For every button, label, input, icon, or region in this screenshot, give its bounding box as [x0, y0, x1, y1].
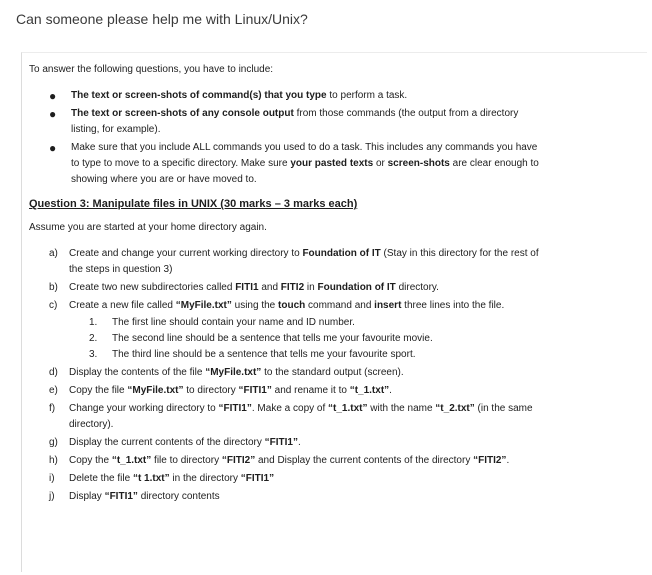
intro-text: To answer the following questions, you have to include:	[29, 64, 274, 75]
requirement-item: ● The text or screen-shots of any console output from those commands (the output from a directory listing, for example).	[49, 107, 519, 135]
bullet-icon: ●	[49, 141, 57, 155]
subtask-item	[69, 315, 549, 331]
task-item	[29, 246, 549, 278]
task-item	[29, 298, 549, 363]
task-item	[29, 471, 549, 487]
task-item	[29, 280, 549, 296]
task-text: Create and change your current working directory to Foundation of IT (Stay in this directory for the rest of the steps in question 3)	[69, 248, 539, 275]
subtask-text: The first line should contain your name and ID number.	[112, 317, 355, 328]
bullet-icon: ●	[49, 107, 57, 121]
task-label: d)	[49, 367, 58, 378]
task-item	[29, 383, 549, 399]
assume-text: Assume you are started at your home directory again.	[29, 222, 267, 233]
task-text: Change your working directory to “FITI1”. Make a copy of “t_1.txt” with the name “t_2.txt” (in the same directory).	[69, 403, 533, 430]
subtask-text: The second line should be a sentence that tells me your favourite movie.	[112, 333, 433, 344]
task-label: i)	[49, 473, 55, 484]
task-item	[29, 489, 549, 505]
assignment-document	[29, 62, 629, 507]
question-title: Can someone please help me with Linux/Unix?	[16, 11, 308, 27]
task-text: Display “FITI1” directory contents	[69, 491, 220, 502]
task-label: a)	[49, 248, 58, 259]
subtask-item	[69, 331, 549, 347]
task-label: e)	[49, 385, 58, 396]
task-label: c)	[49, 300, 58, 311]
subtask-list	[69, 315, 549, 363]
task-label: f)	[49, 403, 56, 414]
task-text: Copy the “t_1.txt” file to directory “FITI2” and Display the current contents of the directory “FITI2”.	[69, 455, 510, 466]
task-item	[29, 401, 549, 433]
task-text: Display the contents of the file “MyFile.txt” to the standard output (screen).	[69, 367, 404, 378]
task-item	[29, 453, 549, 469]
task-label: h)	[49, 455, 58, 466]
task-label: b)	[49, 282, 58, 293]
task-text: Create two new subdirectories called FITI1 and FITI2 in Foundation of IT directory.	[69, 282, 439, 293]
subtask-text: The third line should be a sentence that tells me your favourite sport.	[112, 349, 416, 360]
subtask-item	[69, 347, 549, 363]
requirement-item: ● The text or screen-shots of command(s) that you type to perform a task.	[49, 89, 408, 103]
task-text: Display the current contents of the directory “FITI1”.	[69, 437, 301, 448]
task-label: g)	[49, 437, 58, 448]
bullet-icon: ●	[49, 89, 57, 103]
task-list	[29, 246, 629, 505]
task-text: Copy the file “MyFile.txt” to directory “FITI1” and rename it to “t_1.txt”.	[69, 385, 392, 396]
subtask-label: 3.	[89, 349, 98, 360]
task-item	[29, 435, 549, 451]
subtask-label: 2.	[89, 333, 98, 344]
task-text: Delete the file “t 1.txt” in the directory “FITI1”	[69, 473, 275, 484]
subtask-label: 1.	[89, 317, 98, 328]
requirement-item: ● Make sure that you include ALL commands you used to do a task. This includes any commands you have to type to move to a specific directory. Make sure your pasted texts or screen-shots are clear enough to showing where you are or have moved to.	[49, 141, 539, 185]
task-label: j)	[49, 491, 55, 502]
task-item	[29, 365, 549, 381]
question-heading: Question 3: Manipulate files in UNIX (30 marks – 3 marks each)	[29, 198, 358, 210]
requirements-list	[29, 88, 629, 188]
task-text: Create a new file called “MyFile.txt” using the touch command and insert three lines into the file.	[69, 300, 505, 311]
